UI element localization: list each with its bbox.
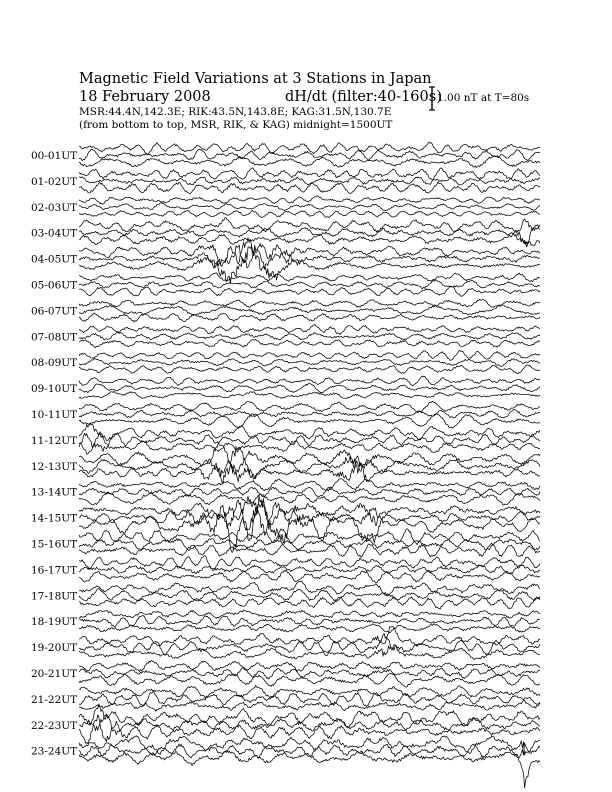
hour-row-label: 19-20UT xyxy=(31,642,78,655)
hour-row-label: 18-19UT xyxy=(31,616,78,629)
station-trace-kag xyxy=(79,142,540,154)
station-trace-kag xyxy=(79,299,540,307)
chart-title: Magnetic Field Variations at 3 Stations in Japan xyxy=(79,71,432,87)
station-trace-kag xyxy=(79,376,540,386)
station-trace-msr xyxy=(79,441,540,455)
hour-row-label: 10-11UT xyxy=(31,409,78,421)
station-trace-msr xyxy=(79,414,540,428)
station-trace-kag xyxy=(79,401,540,411)
station-trace-msr xyxy=(79,339,540,347)
hour-row-label: 08-09UT xyxy=(31,357,78,370)
station-trace-msr xyxy=(79,365,540,374)
hour-row-label: 07-08UT xyxy=(31,331,78,344)
hour-row-label: 16-17UT xyxy=(31,564,78,577)
hour-row-label: 23-24UT xyxy=(31,745,78,758)
station-trace-rik xyxy=(79,668,540,679)
station-trace-rik xyxy=(79,487,540,497)
station-trace-msr xyxy=(79,286,540,296)
station-trace-msr xyxy=(79,543,540,557)
hour-row-label: 11-12UT xyxy=(31,434,78,447)
hour-row-label: 09-10UT xyxy=(31,383,78,396)
station-trace-kag xyxy=(79,529,540,545)
station-trace-kag xyxy=(79,273,540,282)
station-trace-kag xyxy=(79,685,540,698)
station-trace-rik xyxy=(79,332,540,340)
station-trace-msr xyxy=(79,245,540,283)
station-trace-msr xyxy=(79,624,540,633)
chart-filter: dH/dt (filter:40-160s) xyxy=(285,89,442,105)
hour-row-label: 05-06UT xyxy=(31,279,78,292)
hour-row-label: 06-07UT xyxy=(31,305,78,318)
hour-row-label: 02-03UT xyxy=(31,201,78,214)
station-coordinates: MSR:44.4N,142.3E; RIK:43.5N,143.8E; KAG:31.5N,130.7E xyxy=(79,106,392,118)
station-trace-msr xyxy=(79,492,540,505)
hour-row-label: 00-01UT xyxy=(31,150,78,162)
station-trace-rik xyxy=(79,691,540,707)
hour-row-label: 20-21UT xyxy=(31,668,78,680)
station-trace-msr xyxy=(79,391,540,399)
station-trace-kag xyxy=(79,581,540,596)
station-trace-kag xyxy=(79,660,540,671)
station-trace-rik xyxy=(79,616,540,627)
hour-row-label: 03-04UT xyxy=(31,227,78,240)
station-trace-kag xyxy=(79,350,540,360)
hour-row-label: 14-15UT xyxy=(31,512,78,525)
hour-row-label: 15-16UT xyxy=(31,538,78,551)
hour-row-label: 17-18UT xyxy=(31,590,78,603)
scale-label: 1.00 nT at T=80s xyxy=(437,92,530,104)
station-trace-rik xyxy=(79,203,540,211)
station-trace-msr xyxy=(79,211,540,218)
station-trace-rik xyxy=(79,714,540,735)
station-trace-msr xyxy=(79,673,540,687)
station-trace-kag xyxy=(79,325,540,335)
hour-row-label: 01-02UT xyxy=(31,175,78,188)
chart-date: 18 February 2008 xyxy=(79,89,211,105)
station-trace-rik xyxy=(79,565,540,574)
station-trace-kag xyxy=(79,610,540,618)
station-trace-kag xyxy=(79,627,540,647)
station-trace-kag xyxy=(79,704,540,728)
hour-row-label: 22-23UT xyxy=(31,719,78,732)
station-trace-msr xyxy=(79,234,540,246)
station-trace-msr xyxy=(79,700,540,711)
station-trace-kag xyxy=(79,196,540,204)
station-trace-msr xyxy=(79,751,540,788)
station-trace-msr xyxy=(79,645,540,660)
station-trace-kag xyxy=(79,168,540,180)
station-trace-msr xyxy=(79,156,540,168)
station-trace-kag xyxy=(79,238,540,267)
station-trace-rik xyxy=(79,177,540,185)
station-trace-rik xyxy=(79,358,540,366)
station-trace-kag xyxy=(79,423,540,441)
hour-row-label: 21-22UT xyxy=(31,693,78,706)
station-trace-kag xyxy=(79,556,540,571)
hour-row-label: 12-13UT xyxy=(31,460,78,473)
station-trace-rik xyxy=(79,225,540,247)
trace-order-note: (from bottom to top, MSR, RIK, & KAG) midnight=1500UT xyxy=(79,119,393,131)
station-trace-rik xyxy=(79,384,540,393)
hour-row-label: 13-14UT xyxy=(31,486,78,499)
station-trace-msr xyxy=(79,597,540,609)
hour-row-label: 04-05UT xyxy=(31,253,78,266)
